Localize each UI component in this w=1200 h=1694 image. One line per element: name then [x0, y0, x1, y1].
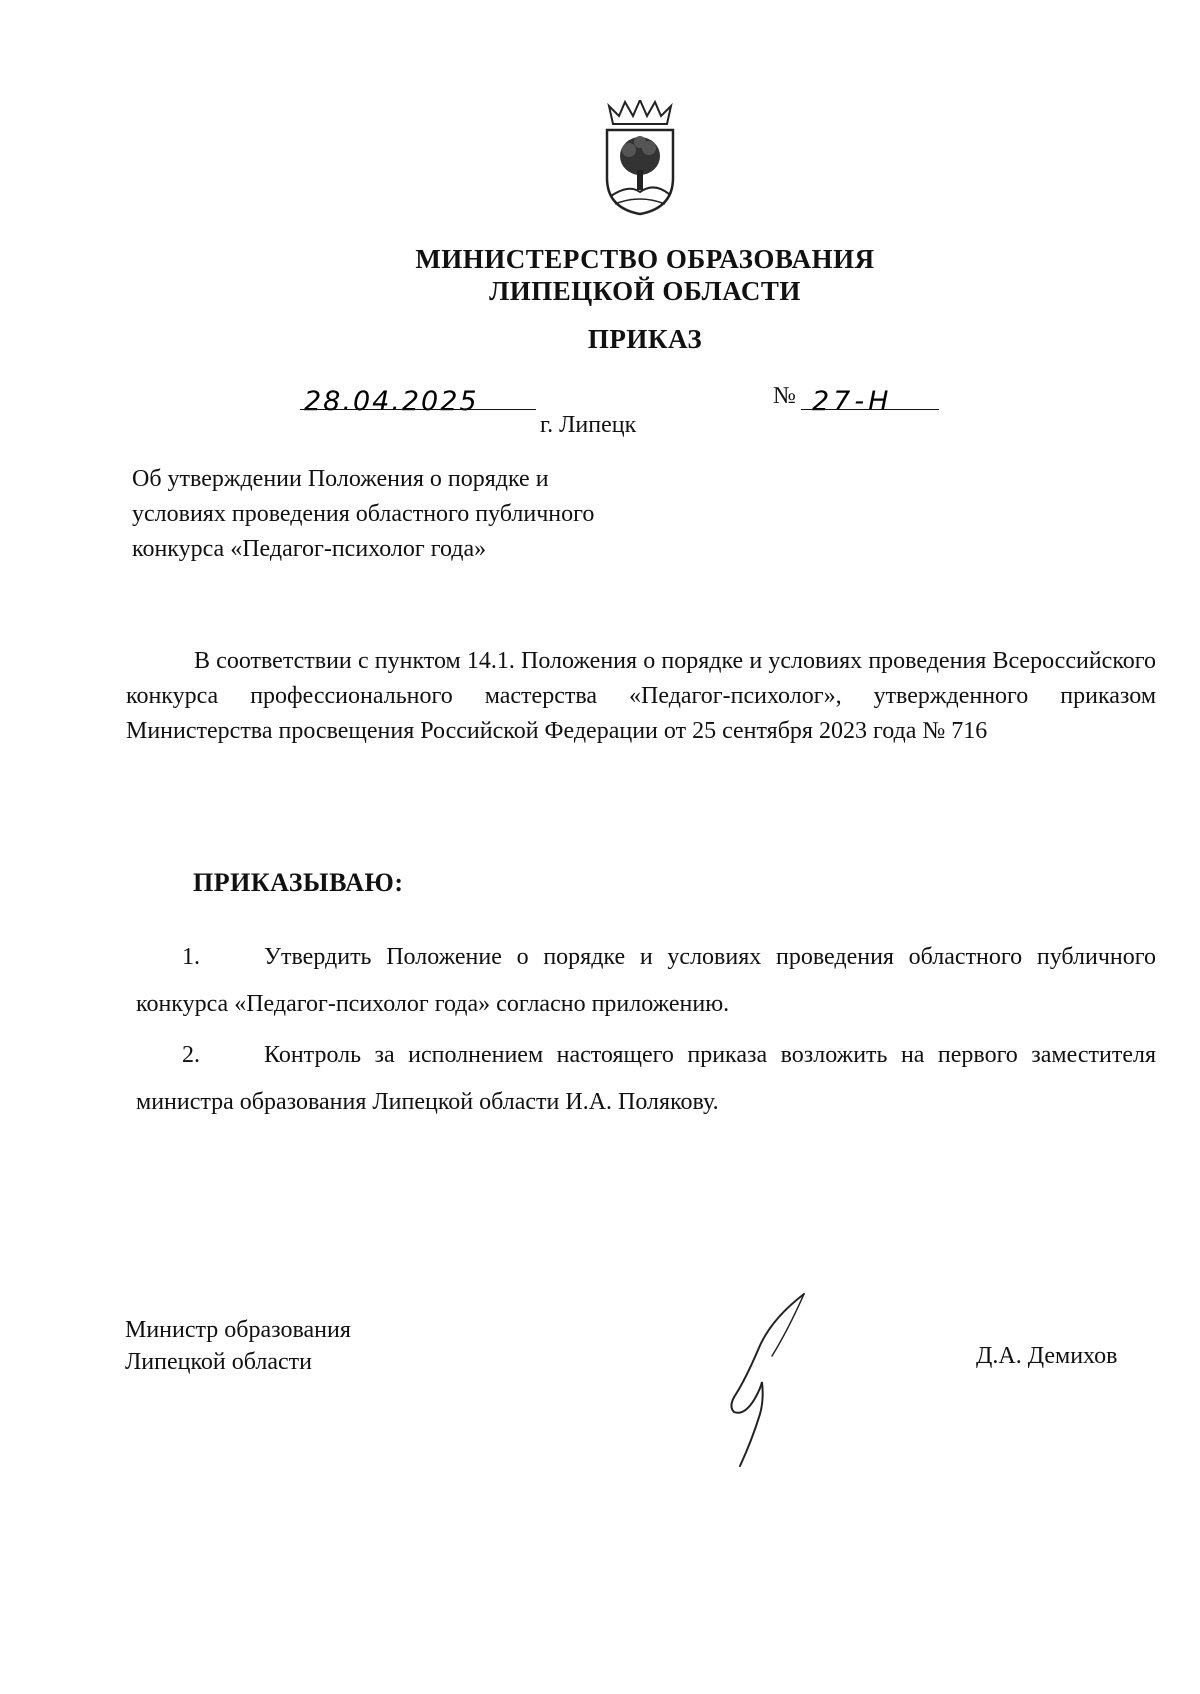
number-text: 27-Н — [812, 386, 893, 417]
orders-heading: ПРИКАЗЫВАЮ: — [193, 868, 404, 897]
signatory-name: Д.А. Демихов — [976, 1343, 1118, 1369]
ministry-title-line2: ЛИПЕЦКОЙ ОБЛАСТИ — [489, 276, 801, 306]
order-item — [136, 1032, 1156, 1126]
date-text: 28.04.2025 — [304, 386, 479, 417]
order-item-number: 2. — [182, 1042, 200, 1068]
coat-of-arms-icon — [599, 100, 681, 216]
city: г. Липецк — [540, 412, 637, 438]
ministry-title-line1: МИНИСТЕРСТВО ОБРАЗОВАНИЯ — [415, 244, 875, 274]
subject-line: конкурса «Педагог-психолог года» — [132, 536, 487, 562]
preamble-paragraph: В соответствии с пунктом 14.1. Положения о порядке и условиях проведения Всероссийского конкурса профессионального мастерства «Педагог-психолог», утвержденного приказом Министерства просвещения Российской Федерации от 25 сентября 2023 года № 716 — [126, 648, 1156, 744]
subject-line: условиях проведения областного публичного — [132, 501, 595, 527]
signature-icon — [700, 1290, 820, 1470]
number-underline — [801, 409, 939, 410]
document-subject — [132, 462, 732, 567]
order-item-text: Контроль за исполнением настоящего приказа возложить на первого заместителя министра образования Липецкой области И.А. Полякову. — [136, 1042, 1156, 1115]
order-item-number: 1. — [182, 944, 200, 970]
document-type: ПРИКАЗ — [587, 324, 703, 354]
order-item — [136, 934, 1156, 1028]
subject-line: Об утверждении Положения о порядке и — [132, 466, 549, 492]
signatory-position-line: Министр образования — [125, 1317, 351, 1343]
signatory-position-line: Липецкой области — [125, 1349, 312, 1375]
handwritten-date — [300, 380, 536, 420]
number-sign: № — [773, 383, 796, 409]
order-item-text: Утвердить Положение о порядке и условиях проведения областного публичного конкурса «Педагог-психолог года» согласно приложению. — [136, 944, 1156, 1017]
date-underline — [300, 409, 536, 410]
handwritten-number — [806, 380, 940, 420]
signatory-position — [125, 1314, 351, 1378]
